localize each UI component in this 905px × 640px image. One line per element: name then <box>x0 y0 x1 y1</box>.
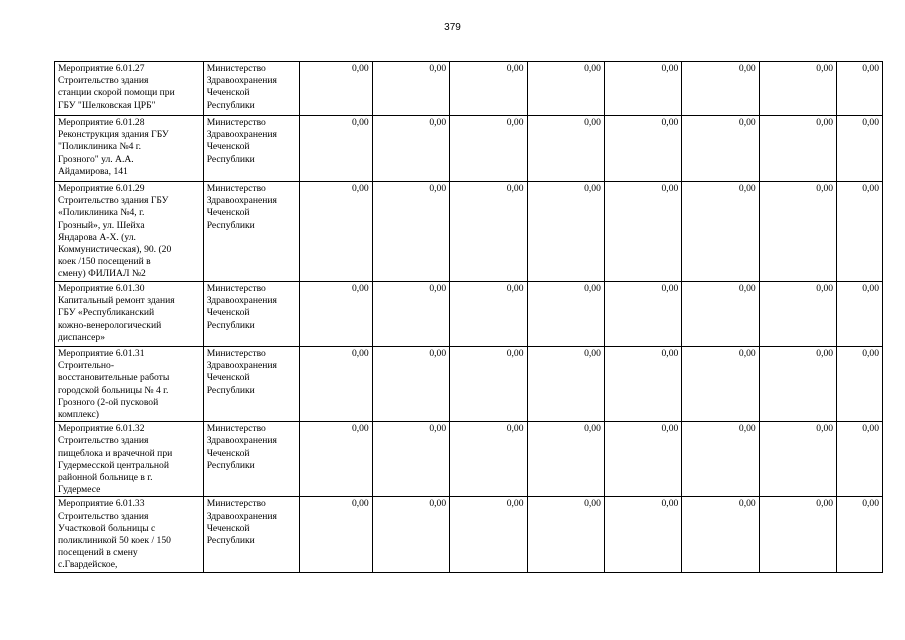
activity-name-line: "Поликлиника №4 г. <box>58 141 142 153</box>
funding-value-cell: 0,00 <box>527 497 604 572</box>
activity-name-line: комплекс) <box>58 409 99 421</box>
funding-value-cell: 0,00 <box>682 497 759 572</box>
funding-value-cell: 0,00 <box>450 347 527 422</box>
activity-name-cell <box>55 116 204 182</box>
activity-name-cell <box>55 282 204 347</box>
funding-value-cell: 0,00 <box>604 62 681 116</box>
funding-value-cell: 0,00 <box>450 497 527 572</box>
responsible-organization-cell <box>203 182 300 282</box>
funding-value-cell: 0,00 <box>450 182 527 282</box>
activity-name-line: Мероприятие 6.01.31 <box>58 348 145 359</box>
table-row <box>55 116 883 182</box>
funding-value-cell: 0,00 <box>604 182 681 282</box>
responsible-organization-cell <box>203 497 300 572</box>
funding-value-cell: 0,00 <box>300 497 372 572</box>
funding-value-cell: 0,00 <box>372 497 449 572</box>
funding-value-cell: 0,00 <box>604 282 681 347</box>
table-row <box>55 282 883 347</box>
funding-value-cell: 0,00 <box>527 116 604 182</box>
funding-value-cell: 0,00 <box>682 62 759 116</box>
organization-line: Министерство <box>206 348 266 359</box>
organization-line: Чеченской <box>206 372 250 384</box>
activity-name-line: Айдамирова, 141 <box>58 165 128 177</box>
funding-value-cell: 0,00 <box>604 116 681 182</box>
activity-name-line: Мероприятие 6.01.27 <box>58 63 145 74</box>
organization-line: Республики <box>206 319 255 331</box>
funding-value-cell: 0,00 <box>837 62 883 116</box>
organization-line: Министерство <box>206 117 266 128</box>
activity-name-line: Мероприятие 6.01.29 <box>58 183 145 194</box>
funding-value-cell: 0,00 <box>372 422 449 497</box>
activity-name-line: Мероприятие 6.01.30 <box>58 283 145 294</box>
activity-name-line: Гудермесе <box>58 484 101 496</box>
organization-line: Здравоохранения <box>206 510 277 522</box>
activity-name-line: Гудермесской центральной <box>58 459 169 471</box>
activity-name-line: кожно-венерологический <box>58 319 162 331</box>
funding-value-cell: 0,00 <box>837 497 883 572</box>
organization-line: Здравоохранения <box>206 360 277 372</box>
funding-value-cell: 0,00 <box>682 422 759 497</box>
funding-value-cell: 0,00 <box>759 422 836 497</box>
activity-name-line: Капитальный ремонт здания <box>58 295 175 307</box>
funding-value-cell: 0,00 <box>604 347 681 422</box>
table-row <box>55 497 883 572</box>
funding-value-cell: 0,00 <box>837 282 883 347</box>
organization-line: Министерство <box>206 423 266 435</box>
funding-value-cell: 0,00 <box>682 116 759 182</box>
activity-name-cell <box>55 497 204 572</box>
funding-value-cell: 0,00 <box>604 422 681 497</box>
responsible-organization-cell <box>203 116 300 182</box>
organization-line: Чеченской <box>206 447 250 459</box>
organization-line: Чеченской <box>206 307 250 319</box>
budget-table <box>54 61 883 573</box>
organization-line: Здравоохранения <box>206 75 277 87</box>
organization-line: Чеченской <box>206 522 250 534</box>
organization-line: Здравоохранения <box>206 195 277 207</box>
funding-value-cell: 0,00 <box>837 182 883 282</box>
table-body <box>55 62 883 573</box>
funding-value-cell: 0,00 <box>759 62 836 116</box>
funding-value-cell: 0,00 <box>837 422 883 497</box>
funding-value-cell: 0,00 <box>837 116 883 182</box>
funding-value-cell: 0,00 <box>759 282 836 347</box>
activity-name-cell <box>55 62 204 116</box>
funding-value-cell: 0,00 <box>682 182 759 282</box>
table-row <box>55 422 883 497</box>
activity-name-line: коек /150 посещений в <box>58 256 151 268</box>
activity-name-cell <box>55 182 204 282</box>
funding-value-cell: 0,00 <box>300 182 372 282</box>
activity-name-line: Строительство здания <box>58 510 149 522</box>
funding-value-cell: 0,00 <box>450 282 527 347</box>
funding-value-cell: 0,00 <box>527 62 604 116</box>
funding-value-cell: 0,00 <box>300 347 372 422</box>
activity-name-line: посещений в смену <box>58 547 138 559</box>
funding-value-cell: 0,00 <box>682 347 759 422</box>
organization-line: Чеченской <box>206 141 250 153</box>
activity-name-line: Строительство здания ГБУ <box>58 195 169 207</box>
activity-name-line: районной больнице в г. <box>58 472 153 484</box>
activity-name-line: Грозный», ул. Шейха <box>58 219 145 231</box>
table-row <box>55 62 883 116</box>
activity-name-line: пищеблока и врачечной при <box>58 447 173 459</box>
activity-name-line: городской больницы № 4 г. <box>58 384 169 396</box>
table-row <box>55 182 883 282</box>
funding-value-cell: 0,00 <box>372 116 449 182</box>
organization-line: Чеченской <box>206 87 250 99</box>
activity-name-line: Строительно- <box>58 360 115 372</box>
activity-name-cell <box>55 422 204 497</box>
funding-value-cell: 0,00 <box>372 182 449 282</box>
funding-value-cell: 0,00 <box>300 422 372 497</box>
activity-name-line: Реконструкция здания ГБУ <box>58 129 169 141</box>
responsible-organization-cell <box>203 62 300 116</box>
funding-value-cell: 0,00 <box>527 282 604 347</box>
activity-name-cell <box>55 347 204 422</box>
activity-name-line: Мероприятие 6.01.32 <box>58 423 145 435</box>
activity-name-line: поликлиникой 50 коек / 150 <box>58 535 171 547</box>
funding-value-cell: 0,00 <box>604 497 681 572</box>
organization-line: Министерство <box>206 63 266 74</box>
activity-name-line: Мероприятие 6.01.33 <box>58 498 145 510</box>
activity-name-line: ГБУ «Республиканский <box>58 307 155 319</box>
funding-value-cell: 0,00 <box>759 497 836 572</box>
responsible-organization-cell <box>203 282 300 347</box>
organization-line: Министерство <box>206 283 266 294</box>
page-number: 379 <box>444 22 461 33</box>
funding-value-cell: 0,00 <box>527 422 604 497</box>
funding-value-cell: 0,00 <box>300 282 372 347</box>
organization-line: Здравоохранения <box>206 435 277 447</box>
funding-value-cell: 0,00 <box>450 62 527 116</box>
activity-name-line: Строительство здания <box>58 435 149 447</box>
organization-line: Чеченской <box>206 207 250 219</box>
activity-name-line: Яндарова А-Х. (ул. <box>58 231 136 243</box>
organization-line: Республики <box>206 459 255 471</box>
organization-line: Республики <box>206 99 255 111</box>
organization-line: Здравоохранения <box>206 129 277 141</box>
funding-value-cell: 0,00 <box>372 62 449 116</box>
funding-value-cell: 0,00 <box>372 282 449 347</box>
activity-name-line: «Поликлиника №4, г. <box>58 207 145 219</box>
organization-line: Министерство <box>206 498 266 510</box>
table-row <box>55 347 883 422</box>
funding-value-cell: 0,00 <box>682 282 759 347</box>
activity-name-line: Коммунистическая), 90. (20 <box>58 244 172 256</box>
funding-value-cell: 0,00 <box>759 116 836 182</box>
funding-value-cell: 0,00 <box>527 182 604 282</box>
activity-name-line: смену) ФИЛИАЛ №2 <box>58 268 146 280</box>
funding-value-cell: 0,00 <box>450 422 527 497</box>
funding-value-cell: 0,00 <box>759 182 836 282</box>
activity-name-line: диспансер» <box>58 331 106 343</box>
activity-name-line: с.Гвардейское, <box>58 559 118 571</box>
organization-line: Министерство <box>206 183 266 194</box>
funding-value-cell: 0,00 <box>450 116 527 182</box>
funding-value-cell: 0,00 <box>300 116 372 182</box>
activity-name-line: Грозного (2-ой пусковой <box>58 396 159 408</box>
activity-name-line: Участковой больницы с <box>58 522 156 534</box>
organization-line: Республики <box>206 153 255 165</box>
organization-line: Здравоохранения <box>206 295 277 307</box>
activity-name-line: восстановительные работы <box>58 372 170 384</box>
organization-line: Республики <box>206 384 255 396</box>
funding-value-cell: 0,00 <box>837 347 883 422</box>
responsible-organization-cell <box>203 347 300 422</box>
funding-value-cell: 0,00 <box>527 347 604 422</box>
activity-name-line: Мероприятие 6.01.28 <box>58 117 145 128</box>
funding-value-cell: 0,00 <box>372 347 449 422</box>
activity-name-line: Грозного" ул. А.А. <box>58 153 134 165</box>
organization-line: Республики <box>206 219 255 231</box>
organization-line: Республики <box>206 535 255 547</box>
activity-name-line: Строительство здания <box>58 75 149 87</box>
responsible-organization-cell <box>203 422 300 497</box>
funding-value-cell: 0,00 <box>300 62 372 116</box>
activity-name-line: станции скорой помощи при <box>58 87 175 99</box>
activity-name-line: ГБУ "Шелковская ЦРБ" <box>58 99 156 111</box>
funding-value-cell: 0,00 <box>759 347 836 422</box>
